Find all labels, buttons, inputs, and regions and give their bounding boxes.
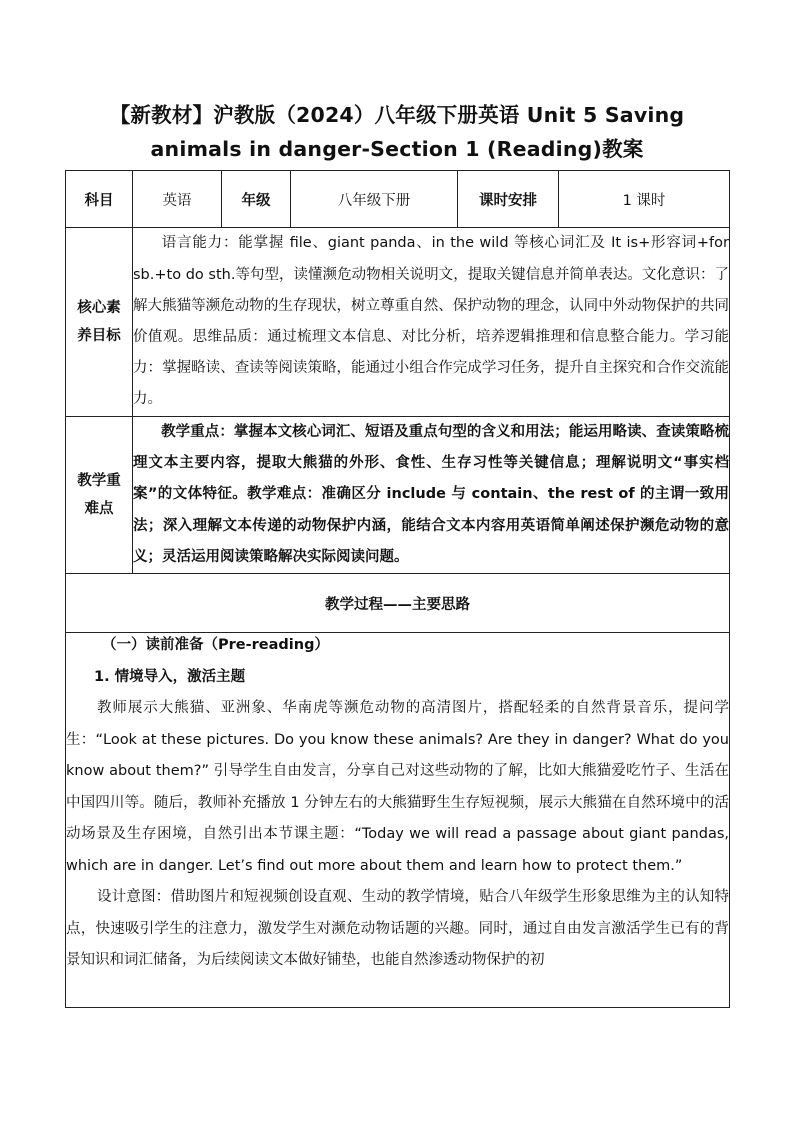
- key-label-line-1: 教学重: [77, 473, 121, 489]
- design-intent-paragraph: 设计意图：借助图片和短视频创设直观、生动的教学情境，贴合八年级学生形象思维为主的认知特点，快速吸引学生的注意力，激发学生对濒危动物话题的兴趣。同时，通过自由发言激活学生已有的背景知识和词汇储备，为后续阅读文本做好铺垫，也能自然渗透动物保护的初: [66, 889, 729, 969]
- subject-value: 英语: [133, 171, 222, 228]
- core-label-line-2: 养目标: [77, 328, 121, 344]
- lesson-plan-table: [65, 170, 730, 1008]
- key-points-label: [66, 417, 133, 574]
- key-label-line-2: 难点: [84, 501, 114, 517]
- subject-label: 科目: [66, 171, 133, 228]
- key-points-text: [133, 417, 730, 574]
- document-title: [60, 98, 734, 166]
- section-pre-reading: （一）读前准备（Pre-reading）: [102, 637, 329, 654]
- title-line-2: animals in danger-Section 1 (Reading)教案: [150, 137, 644, 161]
- process-heading: 教学过程——主要思路: [66, 574, 730, 633]
- key-text: 教学重点：掌握本文核心词汇、短语及重点句型的含义和用法；能运用略读、查读策略梳理文本主要内容，提取大熊猫的外形、食性、生存习性等关键信息；理解说明文“事实档案”的文体特征。教学难点：准确区分 include 与 contain、the rest of 的主谓一致用法；深入理解文本传递的动物保护内涵，能结合文本内容用英语简单阐述保护濒危动物的意义；灵活运用阅读策略解决实际阅读问题。: [133, 424, 729, 565]
- process-heading-row: [66, 574, 730, 633]
- grade-value: 八年级下册: [291, 171, 458, 228]
- core-text: 语言能力：能掌握 file、giant panda、in the wild 等核心词汇及 It is+形容词+for sb.+to do sth.等句型，读懂濒危动物相关说明文，提取关键信息并简单表达。文化意识：了解大熊猫等濒危动物的生存现状，树立尊重自然、保护动物的理念，认同中外动物保护的共同价值观。思维品质：通过梳理文本信息、对比分析，培养逻辑推理和信息整合能力。学习能力：掌握略读、查读等阅读策略，能通过小组合作完成学习任务，提升自主探究和合作交流能力。: [133, 235, 729, 408]
- schedule-value: 1 课时: [559, 171, 730, 228]
- core-literacy-row: [66, 228, 730, 417]
- step-1-title: 1. 情境导入，激活主题: [94, 668, 246, 685]
- title-line-1: 【新教材】沪教版（2024）八年级下册英语 Unit 5 Saving: [109, 103, 685, 127]
- schedule-label: 课时安排: [458, 171, 559, 228]
- core-label-line-1: 核心素: [77, 300, 121, 316]
- grade-label: 年级: [222, 171, 291, 228]
- core-literacy-label: [66, 228, 133, 417]
- process-content: [66, 633, 730, 1008]
- core-literacy-text: [133, 228, 730, 417]
- info-row: [66, 171, 730, 228]
- step-1-paragraph: 教师展示大熊猫、亚洲象、华南虎等濒危动物的高清图片，搭配轻柔的自然背景音乐，提问学生：“Look at these pictures. Do you know these animals? Are they in danger? What do you know about them?” 引导学生自由发言，分享自己对这些动物的了解，比如大熊猫爱吃竹子、生活在中国四川等。随后，教师补充播放 1 分钟左右的大熊猫野生生存短视频，展示大熊猫在自然环境中的活动场景及生存困境，自然引出本节课主题：“Today we will read a passage about giant pandas, which are in danger. Let’s find out more about them and learn how to protect them.”: [66, 700, 729, 874]
- key-points-row: [66, 417, 730, 574]
- process-content-row: [66, 633, 730, 1008]
